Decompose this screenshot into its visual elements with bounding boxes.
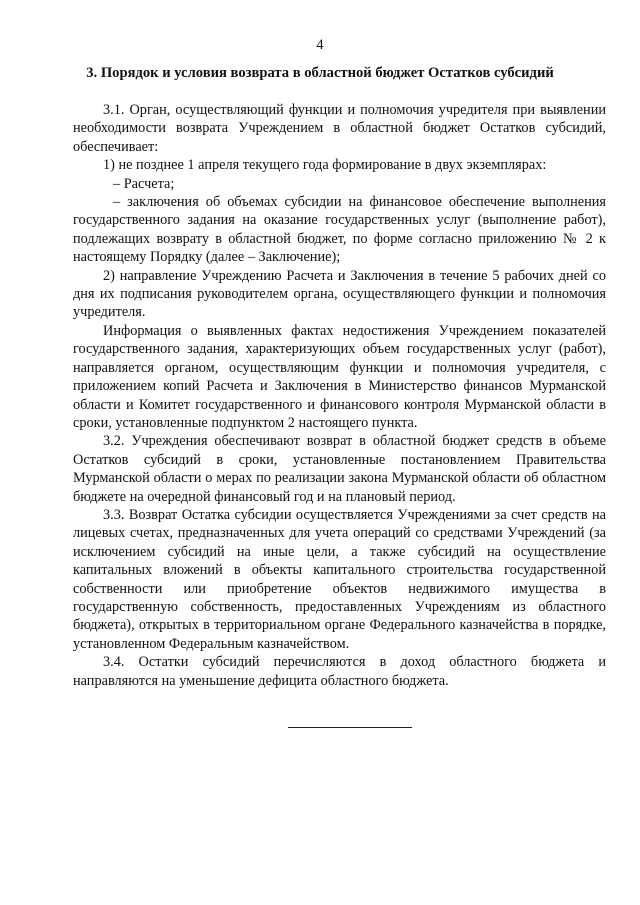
paragraph-3-1: 3.1. Орган, осуществляющий функции и полномочия учредителя при выявлении необходимости возврата Учреждением в областной бюджет Остатков субсидий, обеспечивает: xyxy=(73,102,606,155)
section-body xyxy=(73,101,606,690)
paragraph-3-3: 3.3. Возврат Остатка субсидии осуществляется Учреждениями за счет средств на лицевых счетах, предназначенных для учета операций со средствами Учреждений (за исключением субсидий на иные цели, а также субсидий на осуществление капитальных вложений в объекты капитального строительства государственной собственности или приобретение объектов недвижимого имущества в государственную собственность, предоставленных Учреждениям из областного бюджета), открытых в территориальном органе Федерального казначейства в порядке, установленном Федеральным казначейством. xyxy=(73,506,606,652)
list-item-1: 1) не позднее 1 апреля текущего года формирование в двух экземплярах: xyxy=(103,157,547,174)
list-item-2: 2) направление Учреждению Расчета и Заключения в течение 5 рабочих дней со дня их подписания руководителем органа, осуществляющего функции и полномочия учредителя. xyxy=(73,267,606,321)
dash-item-zaklyuchenie: – заключения об объемах субсидии на финансовое обеспечение выполнения государственного задания на оказание государственных услуг (выполнение работ), подлежащих возврату в областной бюджет, по форме согласно приложению № 2 к настоящему Порядку (далее – Заключение); xyxy=(73,194,606,266)
paragraph-3-4: 3.4. Остатки субсидий перечисляются в доход областного бюджета и направляются на уменьшение дефицита областного бюджета. xyxy=(73,654,606,689)
paragraph-information: Информация о выявленных фактах недостижения Учреждением показателей государственного задания, характеризующих объем государственных услуг (работ), направляется органом, осуществляющим функции и полномочия учредителя, с приложением копий Расчета и Заключения в Министерство финансов Мурманской области и Комитет государственного и финансового контроля Мурманской области в сроки, установленные подпунктом 2 настоящего пункта. xyxy=(73,322,606,431)
end-divider xyxy=(288,727,412,728)
paragraph-3-2: 3.2. Учреждения обеспечивают возврат в областной бюджет средств в объеме Остатков субсидий в сроки, установленные постановлением Правительства Мурманской области о мерах по реализации закона Мурманской области об областном бюджете на очередной финансовый год и на плановый период. xyxy=(73,433,606,505)
dash-item-raschet: – Расчета; xyxy=(113,175,175,192)
page-number: 4 xyxy=(316,37,324,53)
section-heading: 3. Порядок и условия возврата в областной бюджет Остатков субсидий xyxy=(86,65,554,81)
